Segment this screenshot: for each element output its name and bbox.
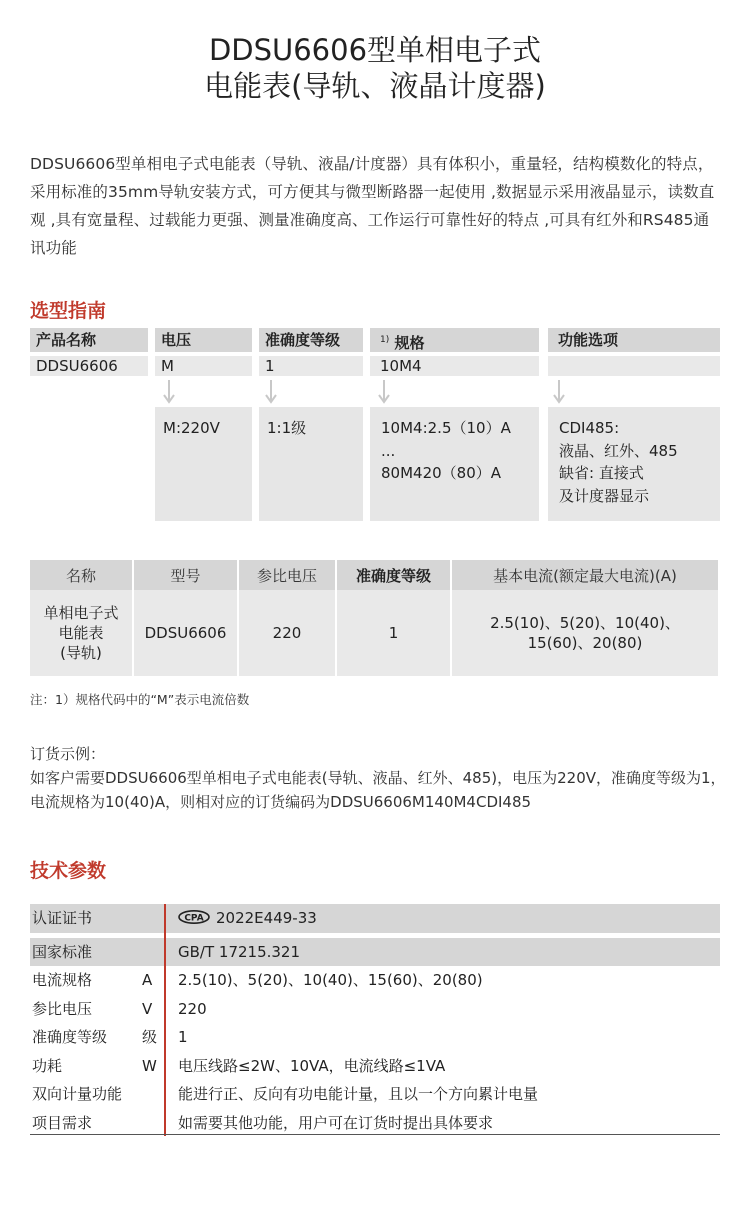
table-header: 参比电压 — [238, 560, 336, 590]
product-table — [30, 560, 720, 676]
tech-row-standard — [30, 938, 720, 967]
tech-unit: A — [142, 971, 153, 989]
tech-label: 双向计量功能 — [32, 1085, 123, 1103]
cpa-icon — [178, 910, 210, 924]
selection-value-function — [548, 356, 720, 376]
tech-value: GB/T 17215.321 — [178, 942, 301, 961]
function-option: CDI485: — [559, 419, 620, 437]
name-line: 单相电子式 — [43, 604, 119, 622]
tech-params-table — [30, 904, 720, 1137]
selection-col-accuracy — [259, 328, 363, 376]
selection-value-product: DDSU6606 — [30, 356, 148, 376]
table-cell-voltage: 220 — [238, 590, 336, 676]
current-line: 15(60)、20(80) — [527, 634, 643, 652]
arrow-down-icon — [377, 380, 391, 406]
table-header-row — [30, 560, 719, 590]
order-example — [30, 742, 730, 814]
intro-paragraph: DDSU6606型单相电子式电能表（导轨、液晶/计度器）具有体积小，重量轻，结构模数化的特点，采用标准的35mm导轨安装方式，可方便其与微型断路器一起使用 ,数据显示采用液晶显示，读数直观 ,具有宽量程、过载能力更强、测量准确度高、工作运行可靠性好的特点 ,可具有红外和RS485通讯功能 — [30, 155, 715, 257]
tech-label: 功耗 — [32, 1056, 63, 1075]
selection-options-voltage — [155, 407, 252, 521]
page-title-line-1: DDSU6606型单相电子式 — [208, 33, 542, 67]
accuracy-option: 1:1级 — [267, 419, 307, 437]
table-cell-accuracy: 1 — [336, 590, 451, 676]
selection-header-function: 功能选项 — [548, 328, 720, 352]
name-line: 电能表 — [58, 624, 104, 642]
table-cell-name — [30, 590, 133, 676]
tech-row-voltage — [30, 995, 720, 1024]
tech-unit: W — [142, 1056, 157, 1075]
footnote: 注：1）规格代码中的“M”表示电流倍数 — [30, 692, 250, 707]
tech-row-accuracy — [30, 1023, 720, 1052]
table-cell-current — [451, 590, 719, 676]
tech-divider-line — [164, 904, 166, 1136]
tech-row-requirements — [30, 1109, 720, 1138]
footnote-marker: 1) — [380, 335, 390, 345]
selection-header-spec — [370, 328, 539, 352]
selection-col-voltage — [155, 328, 252, 376]
tech-label: 准确度等级 — [32, 1028, 108, 1046]
tech-value: 220 — [178, 999, 207, 1018]
selection-header-product: 产品名称 — [30, 328, 148, 352]
selection-col-spec — [370, 328, 539, 376]
selection-value-voltage: M — [155, 356, 252, 376]
tech-value: 如需要其他功能，用户可在订货时提出具体要求 — [178, 1113, 494, 1132]
spec-option: 80M420（80）A — [381, 464, 502, 482]
selection-header-spec-label: 规格 — [394, 334, 425, 352]
certificate-number: 2022E449-33 — [216, 909, 317, 927]
tech-row-power — [30, 1052, 720, 1081]
table-header: 名称 — [30, 560, 133, 590]
svg-text:CPA: CPA — [184, 913, 204, 924]
selection-value-accuracy: 1 — [259, 356, 363, 376]
selection-header-accuracy: 准确度等级 — [259, 328, 363, 352]
arrow-down-icon — [162, 380, 176, 406]
table-header: 基本电流(额定最大电流)(A) — [451, 560, 719, 590]
table-header: 准确度等级 — [336, 560, 451, 590]
function-option: 缺省: 直接式 — [559, 464, 644, 482]
selection-header-voltage: 电压 — [155, 328, 252, 352]
selection-options-spec — [370, 407, 539, 521]
tech-value — [178, 904, 317, 933]
tech-value: 能进行正、反向有功电能计量，且以一个方向累计电量 — [178, 1085, 539, 1103]
tech-label: 参比电压 — [32, 999, 93, 1018]
selection-options-function — [548, 407, 720, 521]
order-example-label: 订货示例： — [30, 745, 106, 763]
tech-value: 电压线路≤2W、10VA，电流线路≤1VA — [178, 1056, 446, 1075]
current-line: 2.5(10)、5(20)、10(40)、 — [490, 614, 680, 632]
tech-value: 1 — [178, 1028, 188, 1046]
tech-unit: V — [142, 999, 153, 1018]
arrow-down-icon — [264, 380, 278, 406]
function-option: 液晶、红外、485 — [559, 441, 678, 460]
selection-options-accuracy — [259, 407, 363, 521]
tech-bottom-rule — [30, 1134, 720, 1135]
tech-label: 项目需求 — [32, 1113, 93, 1132]
tech-row-certificate — [30, 904, 720, 933]
tech-label: 认证证书 — [32, 909, 93, 927]
selection-col-function — [548, 328, 720, 376]
tech-value: 2.5(10)、5(20)、10(40)、15(60)、20(80) — [178, 971, 483, 989]
tech-params-title: 技术参数 — [30, 860, 107, 882]
voltage-option: M:220V — [163, 419, 220, 437]
tech-unit: 级 — [142, 1028, 158, 1046]
selection-value-spec: 10M4 — [370, 356, 539, 376]
tech-label: 国家标准 — [32, 942, 93, 961]
tech-row-current — [30, 966, 720, 995]
function-option: 及计度器显示 — [559, 486, 650, 505]
name-line: (导轨) — [60, 644, 102, 662]
order-example-text: 如客户需要DDSU6606型单相电子式电能表(导轨、液晶、红外、485)，电压为220V，准确度等级为1，电流规格为10(40)A，则相对应的订货编码为DDSU6606M140M4CDI485 — [30, 769, 726, 811]
table-row — [30, 590, 719, 676]
tech-label: 电流规格 — [32, 971, 93, 989]
page-title-line-2: 电能表(导轨、液晶计度器) — [204, 69, 546, 103]
spec-option: ... — [381, 441, 396, 460]
selection-col-product — [30, 328, 148, 376]
table-header: 型号 — [133, 560, 238, 590]
table-cell-model: DDSU6606 — [133, 590, 238, 676]
spec-option: 10M4:2.5（10）A — [381, 419, 511, 437]
tech-row-bidirectional — [30, 1080, 720, 1109]
arrow-down-icon — [552, 380, 566, 406]
selection-guide-title: 选型指南 — [30, 300, 107, 322]
